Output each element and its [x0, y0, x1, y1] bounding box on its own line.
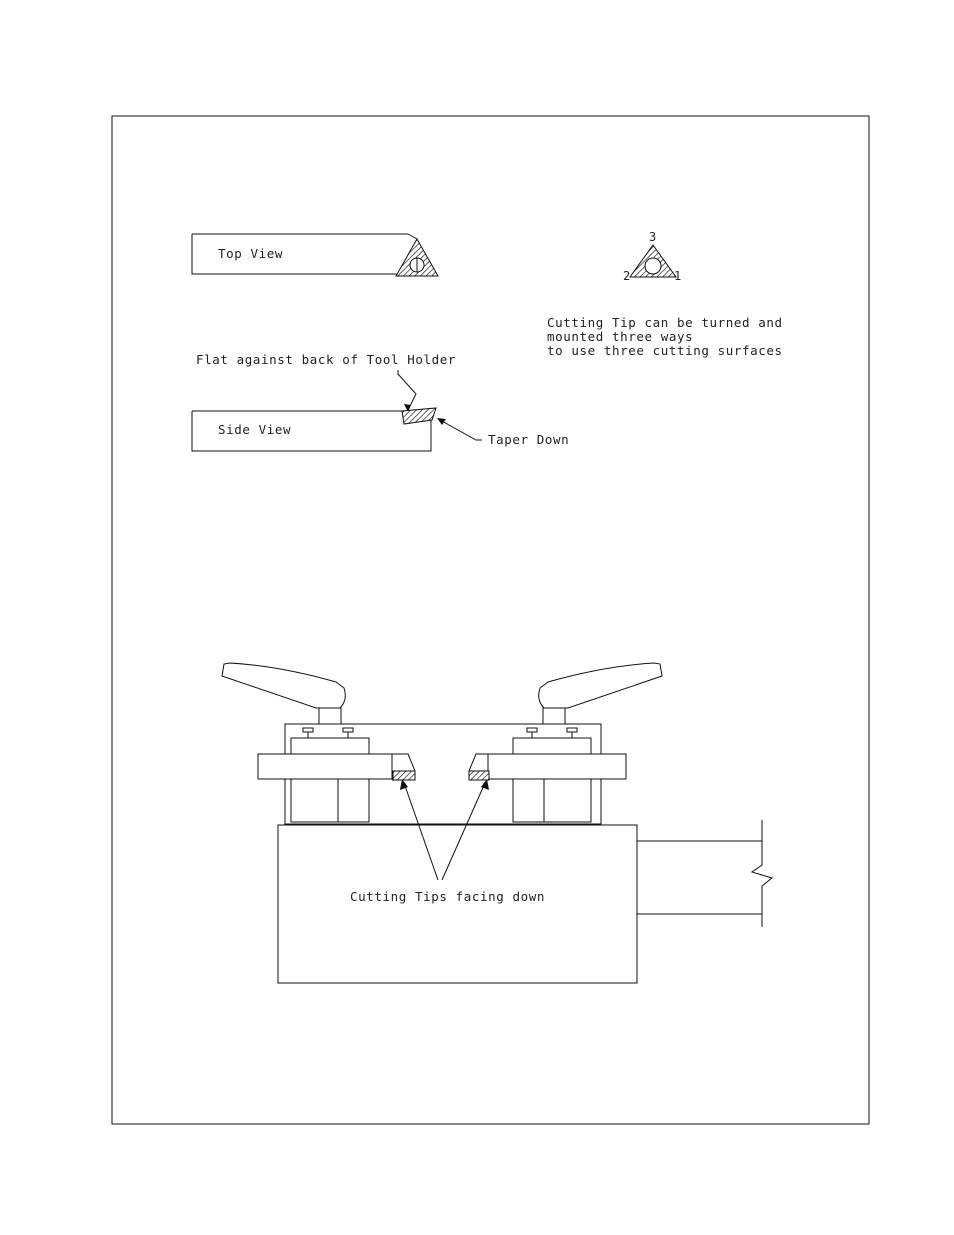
tip-corner-1: 1: [674, 269, 682, 283]
side-view-label: Side View: [218, 422, 292, 437]
left-clamp-screws: [303, 728, 353, 738]
cutting-tips-facing-down-label: Cutting Tips facing down: [350, 889, 546, 904]
right-tool-bar: [488, 754, 626, 779]
flat-against-leader: [398, 370, 416, 410]
right-lever-stem: [543, 708, 565, 724]
tip-center-hole: [645, 258, 661, 274]
right-cutting-tip: [469, 771, 489, 780]
tip-corner-3: 3: [649, 230, 657, 244]
taper-down-label: Taper Down: [488, 432, 570, 447]
drawing-frame: [112, 116, 869, 1124]
right-lever-handle: [539, 663, 662, 708]
left-lever-stem: [319, 708, 341, 724]
left-clamp-top: [291, 738, 369, 754]
side-view-drawing: [192, 352, 569, 451]
left-clamp-lower: [291, 779, 369, 822]
tip-note-line-1: Cutting Tip can be turned and: [547, 315, 783, 330]
right-tip-leader: [442, 783, 485, 880]
left-lever-handle: [222, 663, 345, 708]
tool-post-assembly: [222, 663, 772, 983]
right-clamp-lower: [513, 779, 591, 822]
compound-base: [278, 825, 637, 983]
flat-against-label: Flat against back of Tool Holder: [196, 352, 457, 367]
tip-note-line-2: mounted three ways: [547, 329, 694, 344]
left-cutting-tip: [393, 771, 415, 780]
break-line: [752, 820, 772, 927]
top-view-drawing: [192, 234, 438, 276]
top-view-label: Top View: [218, 246, 284, 261]
tip-corner-2: 2: [623, 269, 631, 283]
left-tool-bar: [258, 754, 392, 779]
right-clamp-top: [513, 738, 591, 754]
tip-note: [547, 315, 783, 358]
taper-down-leader: [440, 420, 482, 440]
tip-orientation-diagram: [623, 230, 681, 283]
cross-slide-extension: [637, 841, 762, 914]
left-tip-leader: [404, 783, 438, 880]
tip-note-line-3: to use three cutting surfaces: [547, 343, 783, 358]
right-clamp-screws: [527, 728, 577, 738]
